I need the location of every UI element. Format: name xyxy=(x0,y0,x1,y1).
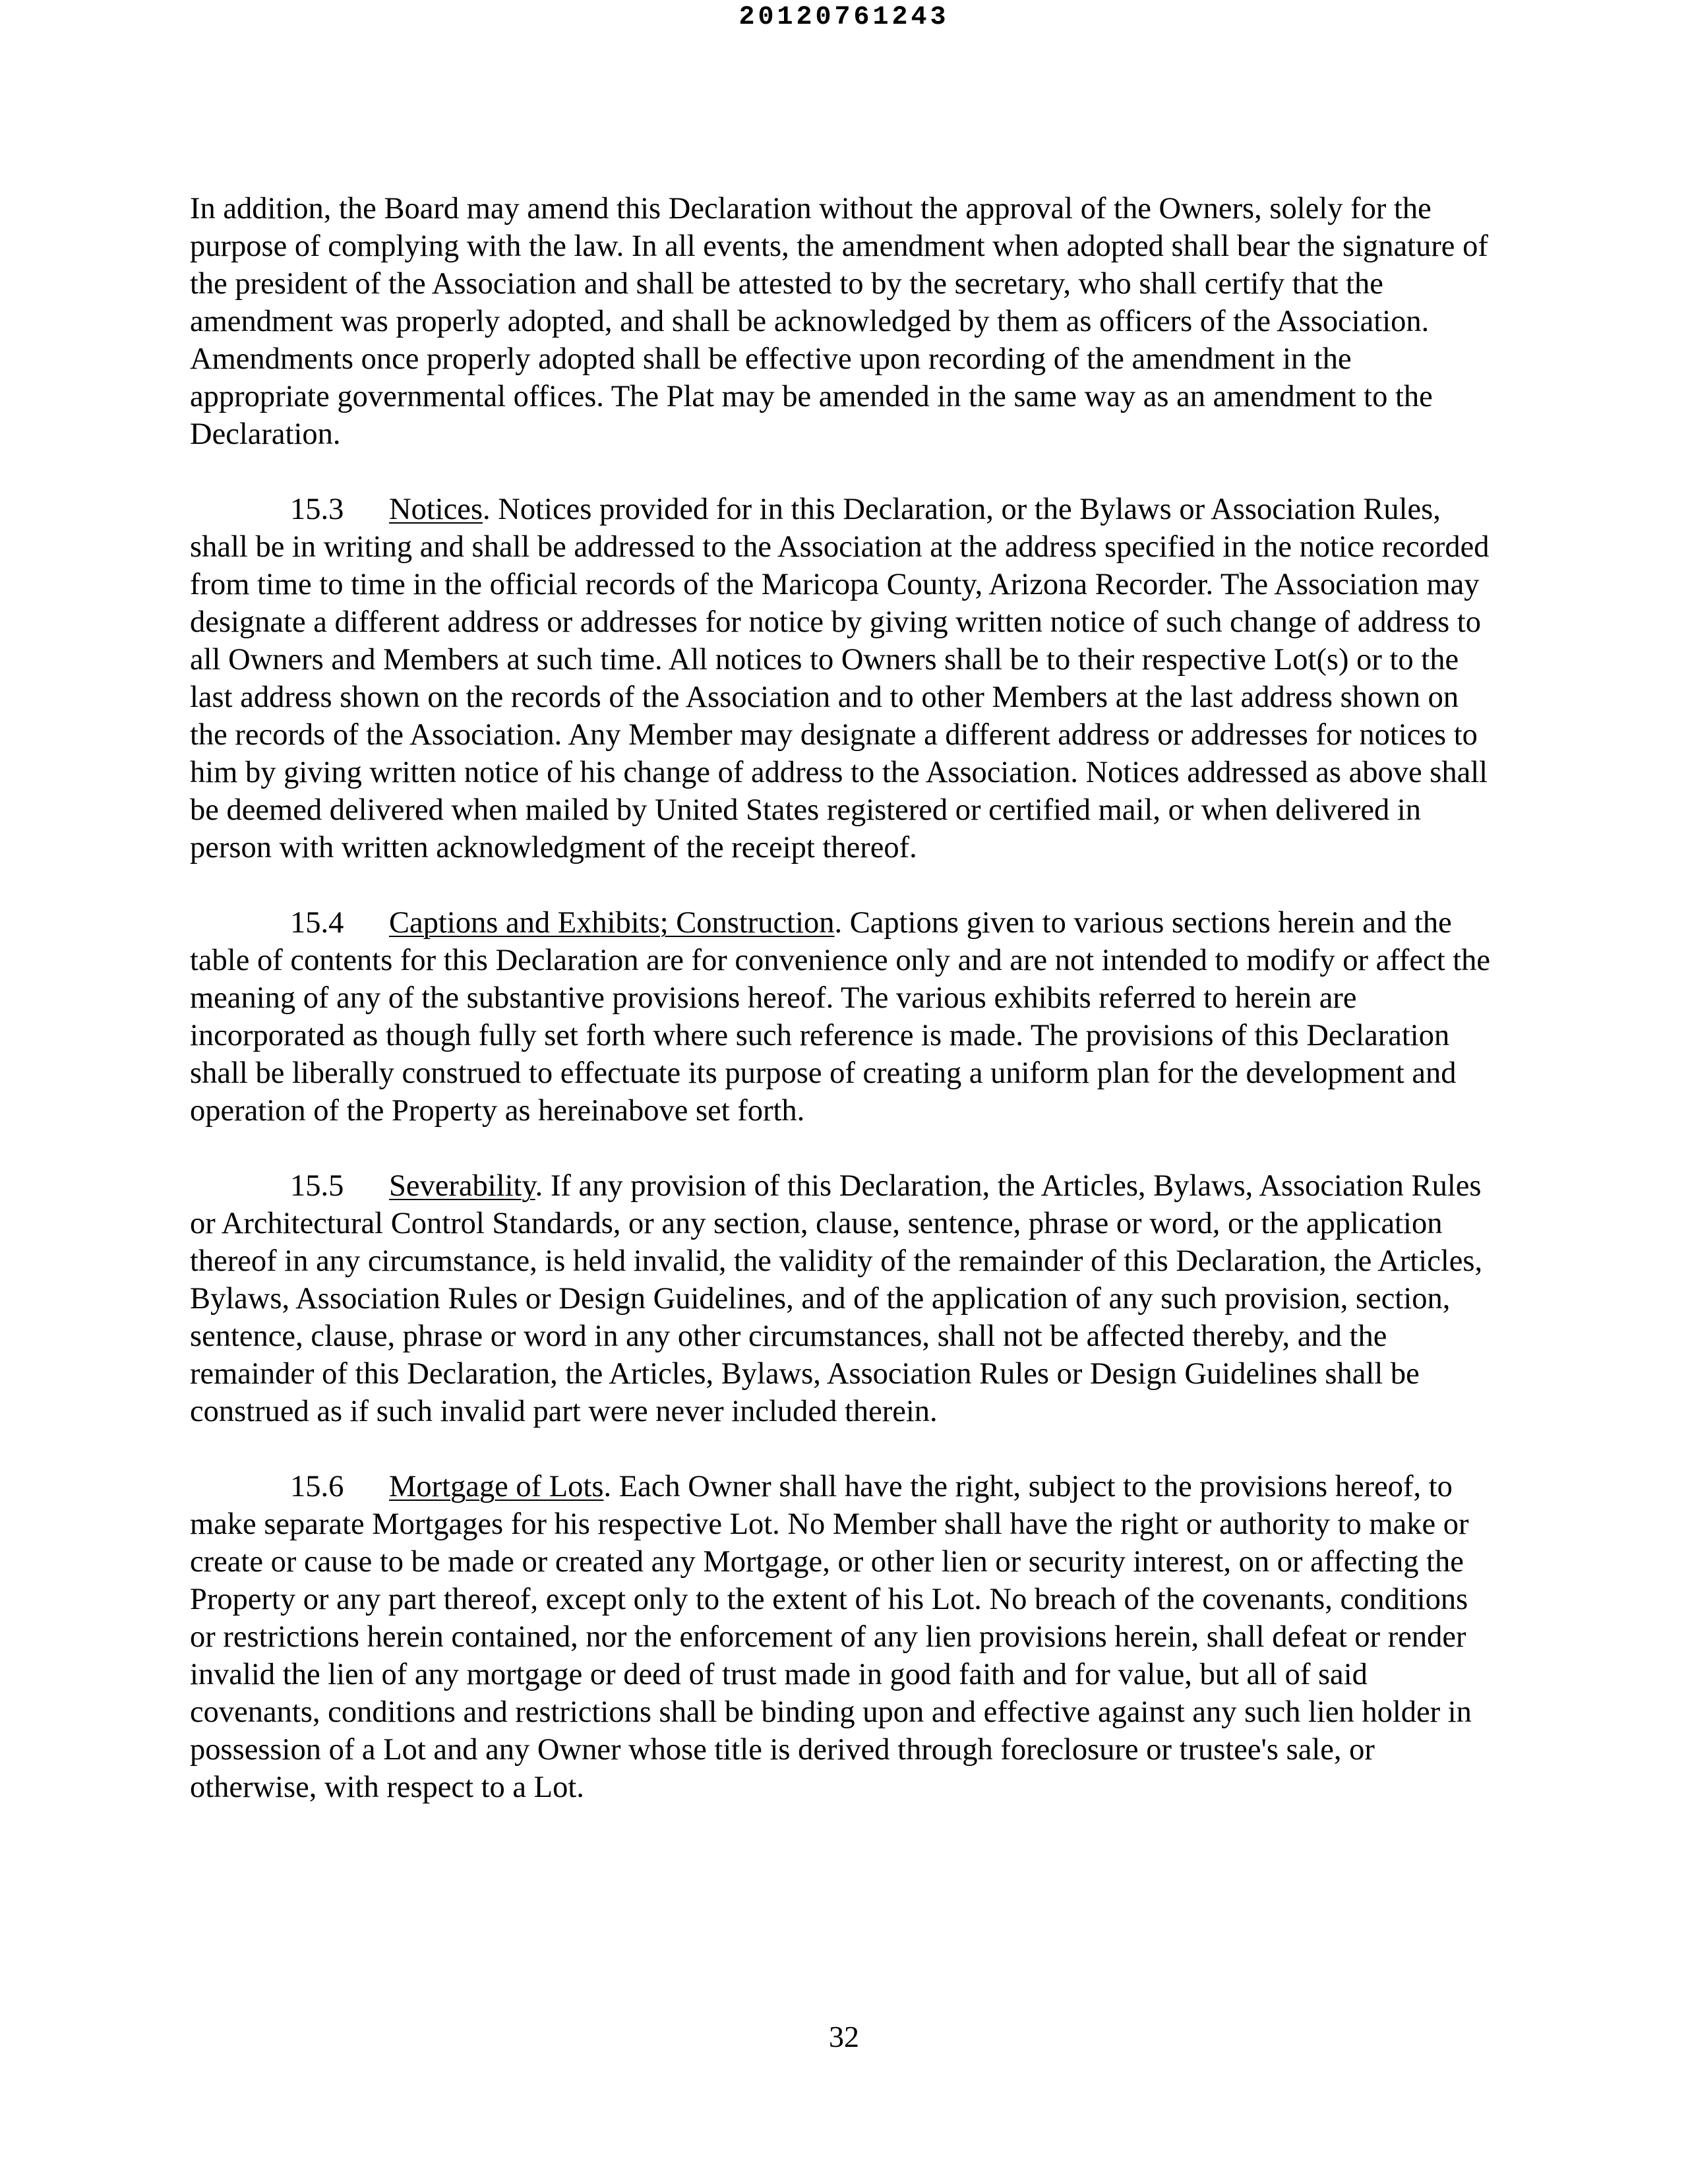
intro-paragraph: In addition, the Board may amend this Declaration without the approval of the Owners, solely for the purpose of complying with the law. In all events, the amendment when adopted shall bear the signature of the president of the Association and shall be attested to by the secretary, who shall certify that the amendment was properly adopted, and shall be acknowledged by them as officers of the Association. Amendments once properly adopted shall be effective upon recording of the amendment in the appropriate governmental offices. The Plat may be amended in the same way as an amendment to the Declaration. xyxy=(190,192,1488,451)
section-15-4 xyxy=(190,904,1495,1130)
section-number: 15.4 xyxy=(290,906,344,940)
section-text: . If any provision of this Declaration, the Articles, Bylaws, Association Rules or Architectural Control Standards, or any section, clause, sentence, phrase or word, or the application thereof in any circumstance, is held invalid, the validity of the remainder of this Declaration, the Articles, Bylaws, Association Rules or Design Guidelines, and of the application of any such provision, section, sentence, clause, phrase or word in any other circumstances, shall not be affected thereby, and the remainder of this Declaration, the Articles, Bylaws, Association Rules or Design Guidelines shall be construed as if such invalid part were never included therein. xyxy=(190,1169,1483,1428)
section-number: 15.5 xyxy=(290,1169,344,1203)
section-text: . Each Owner shall have the right, subject to the provisions hereof, to make separate Mortgages for his respective Lot. No Member shall have the right or authority to make or create or cause to be made or created any Mortgage, or other lien or security interest, on or affecting the Property or any part thereof, except only to the extent of his Lot. No breach of the covenants, conditions or restrictions herein contained, nor the enforcement of any lien provisions herein, shall defeat or render invalid the lien of any mortgage or deed of trust made in good faith and for value, but all of said covenants, conditions and restrictions shall be binding upon and effective against any such lien holder in possession of a Lot and any Owner whose title is derived through foreclosure or trustee's sale, or otherwise, with respect to a Lot. xyxy=(190,1470,1472,1804)
section-heading: Captions and Exhibits; Construction xyxy=(389,906,835,940)
section-number: 15.6 xyxy=(290,1470,344,1503)
section-15-6 xyxy=(190,1468,1495,1806)
section-text: . Notices provided for in this Declaration, or the Bylaws or Association Rules, shall be in writing and shall be addressed to the Association at the address specified in the notice recorded from time to time in the official records of the Maricopa County, Arizona Recorder. The Association may designate a different address or addresses for notice by giving written notice of such change of address to all Owners and Members at such time. All notices to Owners shall be to their respective Lot(s) or to the last address shown on the records of the Association and to other Members at the last address shown on the records of the Association. Any Member may designate a different address or addresses for notices to him by giving written notice of his change of address to the Association. Notices addressed as above shall be deemed delivered when mailed by United States registered or certified mail, or when delivered in person with written acknowledgment of the receipt thereof. xyxy=(190,493,1490,864)
section-heading: Notices xyxy=(389,493,483,526)
document-body xyxy=(190,190,1495,1844)
document-number: 20120761243 xyxy=(738,3,950,32)
section-15-5 xyxy=(190,1167,1495,1430)
section-15-3 xyxy=(190,491,1495,866)
section-number: 15.3 xyxy=(290,493,344,526)
section-heading: Severability xyxy=(389,1169,535,1203)
section-heading: Mortgage of Lots xyxy=(389,1470,604,1503)
page-number: 32 xyxy=(829,2020,859,2053)
section-text: . Captions given to various sections herein and the table of contents for this Declaration are for convenience only and are not intended to modify or affect the meaning of any of the substantive provisions hereof. The various exhibits referred to herein are incorporated as though fully set forth where such reference is made. The provisions of this Declaration shall be liberally construed to effectuate its purpose of creating a uniform plan for the development and operation of the Property as hereinabove set forth. xyxy=(190,906,1491,1128)
